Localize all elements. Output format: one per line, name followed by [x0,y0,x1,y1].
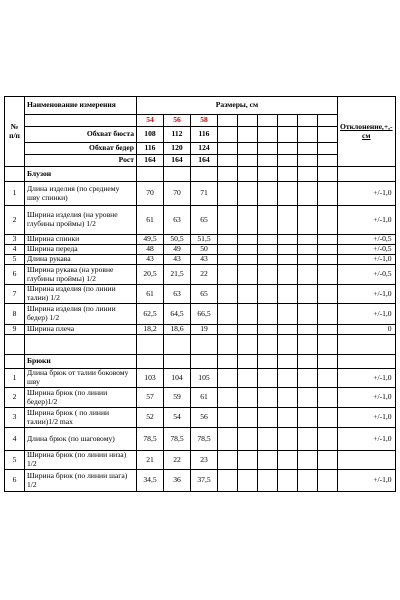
height-label: Рост [25,155,137,167]
deviation-value: +/-1,0 [338,470,396,492]
size-58: 58 [191,115,218,127]
empty-cell [258,206,278,235]
empty-cell [278,451,298,470]
size-value: 43 [191,255,218,265]
bust-value: 108 [137,127,164,143]
empty-cell [218,408,238,428]
deviation-value [338,451,396,470]
row-number: 4 [5,428,25,451]
bust-value: 112 [164,127,191,143]
empty-cell [278,470,298,492]
size-value: 65 [191,206,218,235]
empty-cell [238,369,258,388]
size-value: 63 [164,285,191,304]
size-value: 61 [137,206,164,235]
deviation-value: +/-0,5 [338,235,396,245]
empty-cell [318,255,338,265]
empty-cell [258,255,278,265]
empty-cell [278,388,298,408]
empty-cell [218,255,238,265]
deviation-value: +/-1,0 [338,388,396,408]
size-value: 18,6 [164,325,191,335]
row-number: 8 [5,304,25,325]
empty-cell [258,325,278,335]
empty-cell [298,388,318,408]
deviation-header: Отклонение,+,- см [338,97,396,167]
size-value: 21 [137,451,164,470]
size-54: 54 [137,115,164,127]
size-value: 57 [137,388,164,408]
empty-cell [318,451,338,470]
deviation-value: +/-1,0 [338,206,396,235]
size-value: 54 [164,408,191,428]
row-number: 7 [5,285,25,304]
size-value: 36 [164,470,191,492]
size-value: 21,5 [164,265,191,285]
size-value: 71 [191,182,218,206]
table-row [5,255,396,265]
size-value: 50,5 [164,235,191,245]
empty-cell [238,325,258,335]
empty-cell [318,369,338,388]
hips-value: 124 [191,143,218,155]
empty-cell [278,428,298,451]
empty-cell [238,235,258,245]
empty-cell [258,369,278,388]
size-value: 62,5 [137,304,164,325]
hips-label: Обхват бедер [25,143,137,155]
size-value: 51,5 [191,235,218,245]
empty-cell [258,265,278,285]
measurement-name: Ширина брюк (по линии бедер)1/2 [25,388,137,408]
empty-cell [298,285,318,304]
empty-cell [278,182,298,206]
size-value: 64,5 [164,304,191,325]
empty-cell [218,245,238,255]
size-value: 43 [164,255,191,265]
table-row [5,470,396,492]
empty-cell [318,206,338,235]
empty-cell [238,206,258,235]
empty-cell [318,325,338,335]
empty-cell [238,182,258,206]
empty-cell [218,325,238,335]
deviation-value: +/-1,0 [338,255,396,265]
size-value: 22 [164,451,191,470]
empty-cell [278,245,298,255]
measurement-name: Ширина спинки [25,235,137,245]
empty-cell [258,428,278,451]
table-row [5,428,396,451]
measurement-name: Ширина брюк (по линии низа) 1/2 [25,451,137,470]
row-number: 9 [5,325,25,335]
size-value: 78,5 [137,428,164,451]
empty-cell [258,451,278,470]
empty-cell [278,235,298,245]
height-value: 164 [137,155,164,167]
bust-value: 116 [191,127,218,143]
empty-cell [258,304,278,325]
size-value: 59 [164,388,191,408]
size-value: 18,2 [137,325,164,335]
row-number: 3 [5,235,25,245]
empty-cell [218,304,238,325]
empty-cell [298,304,318,325]
empty-cell [218,451,238,470]
empty-cell [238,304,258,325]
row-number: 4 [5,245,25,255]
measurement-name: Ширина изделия (по линии талии) 1/2 [25,285,137,304]
size-56: 56 [164,115,191,127]
empty-cell [258,470,278,492]
height-value: 164 [164,155,191,167]
size-value: 34,5 [137,470,164,492]
empty-cell [318,285,338,304]
empty-cell [318,235,338,245]
empty-cell [298,428,318,451]
size-value: 78,5 [164,428,191,451]
size-chart [4,96,396,492]
size-value: 105 [191,369,218,388]
measurement-name: Длина брюк от талии боковому шву [25,369,137,388]
empty-cell [318,428,338,451]
table-row [5,265,396,285]
empty-cell [218,388,238,408]
row-number: 5 [5,255,25,265]
table-row [5,408,396,428]
row-number: 1 [5,369,25,388]
deviation-value: +/-1,0 [338,369,396,388]
name-header: Наименование измерения [25,97,137,115]
size-value: 70 [164,182,191,206]
size-value: 78,5 [191,428,218,451]
size-value: 48 [137,245,164,255]
num-header: № п/п [5,97,25,167]
row-number: 1 [5,182,25,206]
size-value: 43 [137,255,164,265]
empty-cell [238,470,258,492]
table-row [5,245,396,255]
measurement-name: Длина брюк (по шаговому) [25,428,137,451]
measurement-name: Ширина изделия (на уровне глубины проймы) 1/2 [25,206,137,235]
size-table [4,96,396,492]
empty-cell [218,235,238,245]
hips-value: 116 [137,143,164,155]
empty-cell [238,428,258,451]
row-number: 6 [5,470,25,492]
size-value: 52 [137,408,164,428]
empty-cell [218,206,238,235]
empty-cell [298,325,318,335]
empty-cell [298,245,318,255]
measurement-name: Длина рукава [25,255,137,265]
deviation-value: +/-1,0 [338,304,396,325]
empty-cell [298,451,318,470]
empty-cell [218,182,238,206]
size-value: 63 [164,206,191,235]
empty-cell [318,304,338,325]
measurement-name: Ширина брюк ( по линии талии)1/2 max [25,408,137,428]
empty-cell [298,470,318,492]
empty-cell [278,206,298,235]
empty-cell [238,388,258,408]
empty-cell [298,182,318,206]
empty-cell [318,388,338,408]
empty-cell [258,182,278,206]
empty-cell [258,285,278,304]
table-row [5,206,396,235]
empty-cell [258,408,278,428]
size-value: 61 [137,285,164,304]
empty-cell [238,245,258,255]
measurement-name: Ширина рукава (на уровне глубины проймы) 1/2 [25,265,137,285]
empty-cell [278,369,298,388]
size-value: 22 [191,265,218,285]
empty-cell [218,285,238,304]
empty-cell [318,245,338,255]
empty-cell [258,245,278,255]
section-title: Блузон [25,167,137,182]
row-number: 6 [5,265,25,285]
size-value: 37,5 [191,470,218,492]
size-value: 65 [191,285,218,304]
size-value: 61 [191,388,218,408]
empty-cell [238,265,258,285]
measurement-name: Ширина переда [25,245,137,255]
empty-cell [278,285,298,304]
measurement-name: Ширина брюк (по линии шага) 1/2 [25,470,137,492]
measurement-name: Ширина изделия (по линии бедер) 1/2 [25,304,137,325]
deviation-value: +/-0,5 [338,245,396,255]
empty-cell [318,470,338,492]
size-value: 19 [191,325,218,335]
section-title: Брюки [25,355,137,369]
measurement-name: Ширина плеча [25,325,137,335]
height-value: 164 [191,155,218,167]
empty-cell [298,408,318,428]
empty-cell [238,255,258,265]
row-number: 2 [5,206,25,235]
size-value: 56 [191,408,218,428]
deviation-value: 0 [338,325,396,335]
empty-cell [218,470,238,492]
size-value: 66,5 [191,304,218,325]
deviation-value: +/-1,0 [338,408,396,428]
empty-cell [258,235,278,245]
empty-cell [218,369,238,388]
table-row [5,304,396,325]
empty-cell [298,255,318,265]
empty-cell [238,408,258,428]
empty-cell [238,285,258,304]
empty-cell [218,428,238,451]
deviation-value: +/-1,0 [338,285,396,304]
size-value: 103 [137,369,164,388]
size-value: 49 [164,245,191,255]
row-number: 3 [5,408,25,428]
size-value: 20,5 [137,265,164,285]
empty-cell [298,369,318,388]
table-row [5,285,396,304]
empty-cell [278,255,298,265]
empty-cell [278,408,298,428]
empty-cell [278,265,298,285]
bust-label: Обхват бюста [25,127,137,143]
size-value: 70 [137,182,164,206]
size-value: 50 [191,245,218,255]
hips-value: 120 [164,143,191,155]
empty-cell [318,408,338,428]
table-row [5,325,396,335]
sizes-header: Размеры, см [137,97,338,115]
table-row [5,182,396,206]
row-number: 5 [5,451,25,470]
deviation-value: +/-0,5 [338,265,396,285]
empty-cell [278,325,298,335]
table-row [5,235,396,245]
deviation-value: +/-1,0 [338,428,396,451]
deviation-value: +/-1,0 [338,182,396,206]
size-value: 49,5 [137,235,164,245]
measurement-name: Длина изделия (по среднему шву спинки) [25,182,137,206]
size-value: 23 [191,451,218,470]
table-row [5,451,396,470]
empty-cell [218,265,238,285]
empty-cell [258,388,278,408]
empty-cell [298,206,318,235]
empty-cell [298,235,318,245]
row-number: 2 [5,388,25,408]
table-row [5,369,396,388]
table-row [5,388,396,408]
empty-cell [318,182,338,206]
size-value: 104 [164,369,191,388]
empty-cell [298,265,318,285]
empty-cell [278,304,298,325]
empty-cell [318,265,338,285]
empty-cell [238,451,258,470]
